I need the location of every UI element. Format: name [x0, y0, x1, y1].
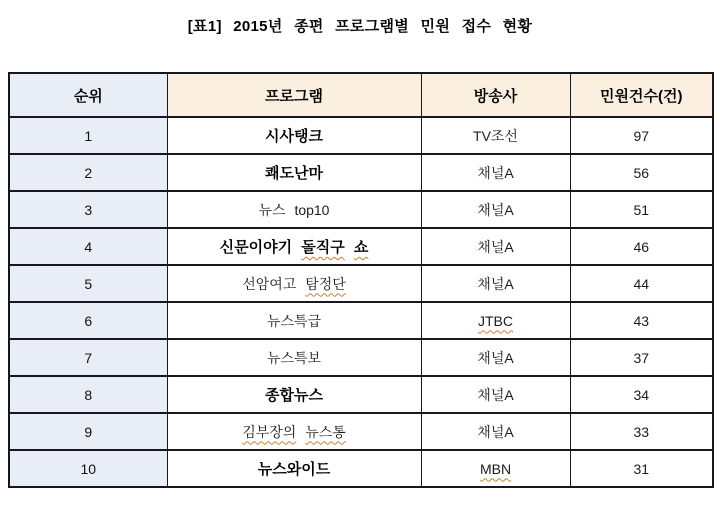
rank-cell: 10 [9, 450, 167, 487]
broadcaster-cell [421, 154, 570, 191]
col-header-program: 프로그램 [167, 73, 421, 117]
count-cell: 44 [570, 265, 713, 302]
spellcheck-underlined-text: 돌직구 [301, 239, 345, 256]
spellcheck-underlined-text: 김부장의 [242, 423, 297, 440]
broadcaster-text: TV조선 [473, 127, 518, 144]
table-row [9, 413, 713, 450]
count-cell: 33 [570, 413, 713, 450]
program-text: 시사탱크 [265, 128, 323, 145]
table-row [9, 154, 713, 191]
broadcaster-cell [421, 265, 570, 302]
program-text: 뉴스특급 [266, 312, 322, 329]
spellcheck-underlined-text: 쇼 [353, 239, 369, 256]
program-text: 신문이야기 [219, 239, 302, 256]
spellcheck-underlined-text: 탐정단 [305, 275, 346, 292]
count-cell: 37 [570, 339, 713, 376]
table-row [9, 376, 713, 413]
program-text: 종합뉴스 [265, 387, 323, 404]
col-header-count: 민원건수(건) [570, 73, 713, 117]
broadcaster-cell [421, 450, 570, 487]
broadcaster-cell [421, 413, 570, 450]
rank-cell: 9 [9, 413, 167, 450]
program-cell [167, 339, 421, 376]
program-cell [167, 265, 421, 302]
spellcheck-underlined-text: JTBC [478, 312, 513, 329]
broadcaster-text: 채널A [477, 386, 514, 403]
count-cell: 46 [570, 228, 713, 265]
broadcaster-text: 채널A [477, 275, 514, 292]
count-cell: 56 [570, 154, 713, 191]
spellcheck-underlined-text: 뉴스통 [305, 423, 346, 440]
program-text: 뉴스와이드 [257, 461, 331, 478]
program-cell [167, 154, 421, 191]
table-row [9, 191, 713, 228]
broadcaster-cell [421, 228, 570, 265]
broadcaster-text: 채널A [477, 164, 514, 181]
table-row [9, 228, 713, 265]
count-cell: 43 [570, 302, 713, 339]
program-text [296, 424, 305, 440]
broadcaster-cell [421, 117, 570, 154]
rank-cell: 8 [9, 376, 167, 413]
broadcaster-text: 채널A [477, 201, 514, 218]
program-cell [167, 117, 421, 154]
broadcaster-text: 채널A [477, 349, 514, 366]
rank-cell: 5 [9, 265, 167, 302]
col-header-broadcaster: 방송사 [421, 73, 570, 117]
broadcaster-cell [421, 376, 570, 413]
program-text: 쾌도난마 [265, 165, 323, 182]
program-cell [167, 413, 421, 450]
table-row [9, 450, 713, 487]
broadcaster-cell [421, 302, 570, 339]
program-text: 선암여고 [242, 275, 306, 292]
table-row [9, 339, 713, 376]
table-row [9, 265, 713, 302]
complaints-table [8, 72, 714, 488]
rank-cell: 2 [9, 154, 167, 191]
col-header-rank: 순위 [9, 73, 167, 117]
rank-cell: 7 [9, 339, 167, 376]
count-cell: 31 [570, 450, 713, 487]
count-cell: 97 [570, 117, 713, 154]
program-cell [167, 376, 421, 413]
rank-cell: 6 [9, 302, 167, 339]
program-cell [167, 302, 421, 339]
broadcaster-cell [421, 339, 570, 376]
spellcheck-underlined-text: MBN [479, 460, 512, 477]
program-cell [167, 228, 421, 265]
page-title: [표1] 2015년 종편 프로그램별 민원 접수 현황 [187, 18, 533, 35]
rank-cell: 3 [9, 191, 167, 228]
program-text: 뉴스특보 [266, 349, 322, 366]
table-row [9, 117, 713, 154]
broadcaster-text: 채널A [477, 238, 514, 255]
header-row [9, 73, 713, 117]
program-text [345, 239, 354, 256]
count-cell: 51 [570, 191, 713, 228]
table-row [9, 302, 713, 339]
program-cell [167, 191, 421, 228]
table-body [9, 117, 713, 487]
table-header [9, 73, 713, 117]
broadcaster-cell [421, 191, 570, 228]
count-cell: 34 [570, 376, 713, 413]
rank-cell: 4 [9, 228, 167, 265]
program-cell [167, 450, 421, 487]
broadcaster-text: 채널A [477, 423, 514, 440]
program-text: 뉴스 top10 [258, 201, 330, 218]
rank-cell: 1 [9, 117, 167, 154]
